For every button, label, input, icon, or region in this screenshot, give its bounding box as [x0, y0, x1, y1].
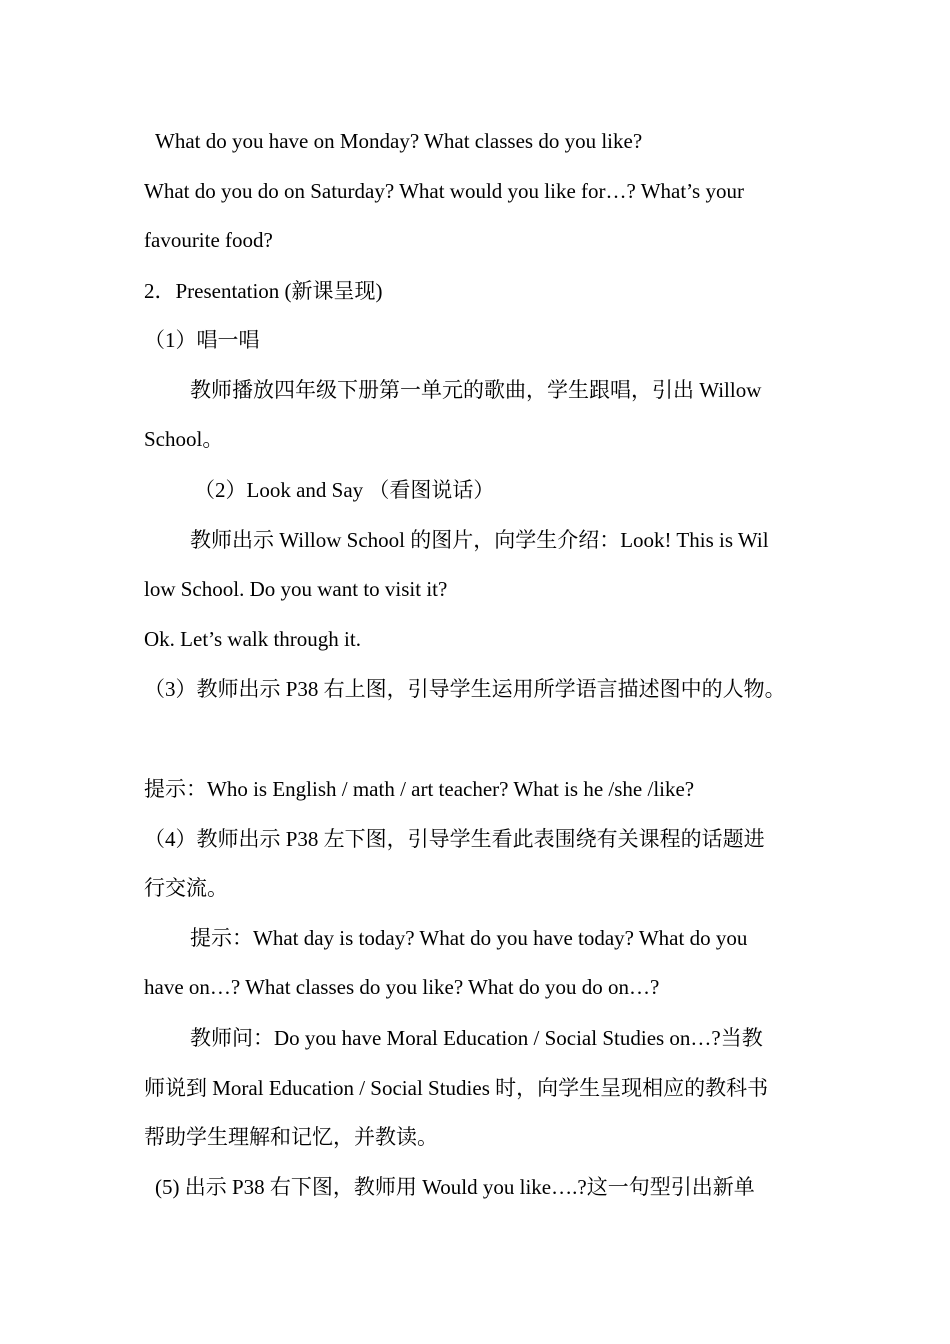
text-line: low School. Do you want to visit it?	[144, 577, 448, 601]
text-line: have on…? What classes do you like? What do you do on…?	[144, 975, 660, 999]
text-line: 提示：Who is English / math / art teacher? What is he /she /like?	[144, 777, 695, 801]
text-line: Ok. Let’s walk through it.	[144, 627, 361, 651]
text-line: School。	[144, 427, 224, 451]
text-line: 师说到 Moral Education / Social Studies 时，向学生呈现相应的教科书	[144, 1076, 769, 1100]
subsection-heading: (5) 出示 P38 右下图，教师用 Would you like….?这一句型引出新单	[155, 1175, 755, 1199]
text-line: 教师播放四年级下册第一单元的歌曲，学生跟唱，引出 Willow	[190, 378, 762, 402]
text-line: 教师出示 Willow School 的图片，向学生介绍：Look! This is Wil	[190, 528, 769, 552]
text-line: favourite food?	[144, 228, 273, 252]
subsection-heading: （3）教师出示 P38 右上图，引导学生运用所学语言描述图中的人物。	[144, 677, 786, 701]
text-line: 帮助学生理解和记忆，并教读。	[144, 1125, 438, 1149]
subsection-heading: （2）Look and Say （看图说话）	[194, 478, 495, 502]
text-line: 行交流。	[144, 876, 228, 900]
subsection-heading: （4）教师出示 P38 左下图，引导学生看此表围绕有关课程的话题进	[144, 827, 765, 851]
subsection-heading: （1）唱一唱	[144, 328, 260, 352]
text-line: What do you have on Monday? What classes do you like?	[155, 129, 643, 153]
section-heading: 2．Presentation (新课呈现)	[144, 279, 383, 303]
text-line: 教师问：Do you have Moral Education / Social Studies on…?当教	[190, 1026, 763, 1050]
text-line: What do you do on Saturday? What would you like for…? What’s your	[144, 179, 744, 203]
text-line: 提示：What day is today? What do you have today? What do you	[190, 926, 748, 950]
